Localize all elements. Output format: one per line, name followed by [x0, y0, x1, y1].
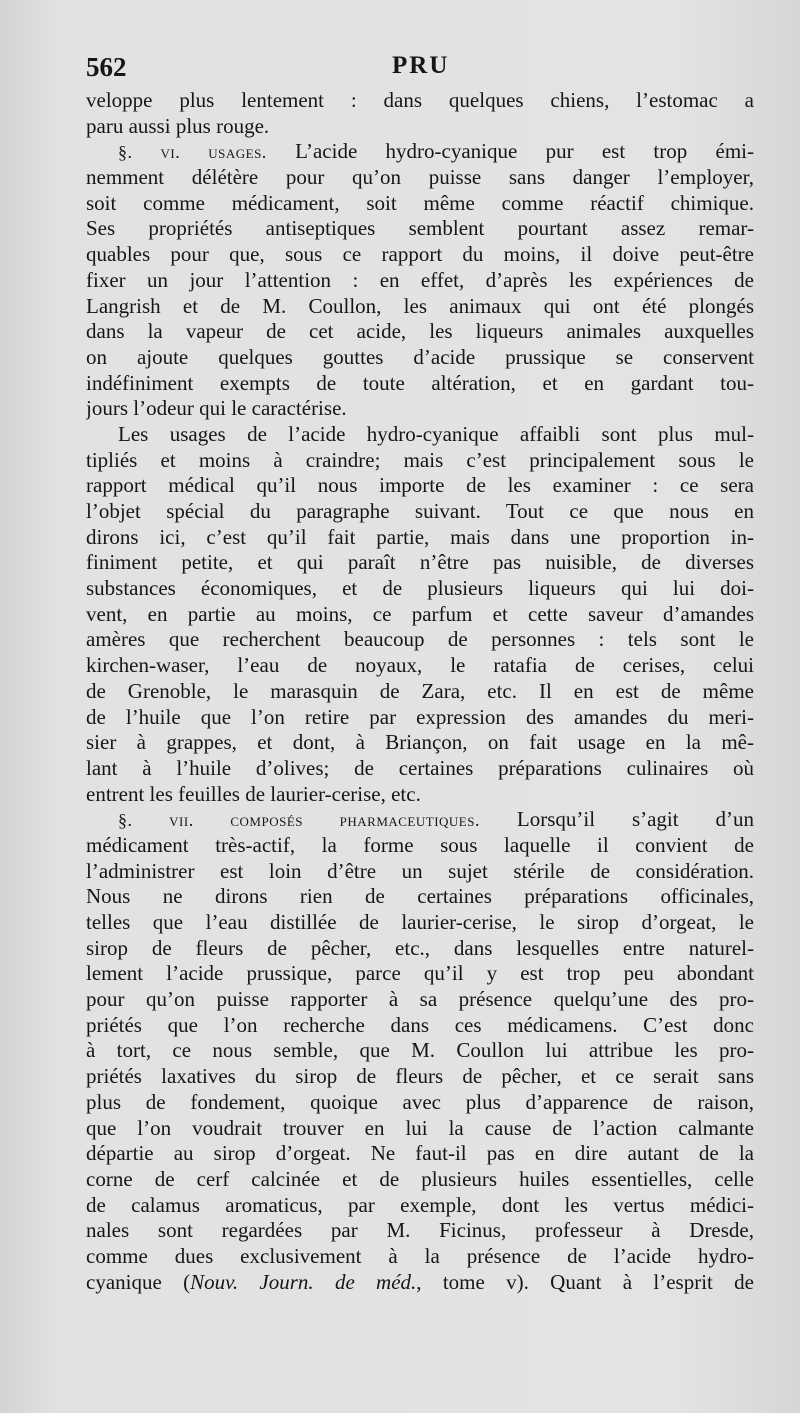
text-line: rapport médical qu’il nous importe de les examiner : ce sera: [86, 473, 754, 498]
text-line: à tort, ce nous semble, que M. Coullon lui attribue les pro-: [86, 1038, 754, 1063]
text-segment: Lorsqu’il s’agit d’un: [516, 807, 754, 832]
text-line: fixer un jour l’attention : en effet, d’après les expériences de: [86, 267, 754, 292]
text-line: pour qu’on puisse rapporter à sa présence quelqu’une des pro-: [86, 987, 754, 1012]
text-line: telles que l’eau distillée de laurier-cerise, le sirop d’orgeat, le: [86, 910, 754, 934]
text-line: dirons ici, c’est qu’il fait partie, mais dans une proportion in-: [86, 524, 754, 549]
text-line: nemment délétère pour qu’on puisse sans danger l’employer,: [86, 165, 754, 190]
text-line: l’administrer est loin d’être un sujet stérile de considération.: [86, 858, 754, 883]
text-line: que l’on voudrait trouver en lui la cause de l’action calmante: [86, 1115, 754, 1140]
section-heading-line: [86, 807, 754, 833]
text-line: sier à grappes, et dont, à Briançon, on fait usage en la mê-: [86, 730, 754, 755]
text-line: jours l’odeur qui le caractérise.: [86, 396, 347, 421]
text-segment: cyanique (: [86, 1269, 191, 1294]
text-line: substances économiques, et de plusieurs liqueurs qui lui doi-: [86, 576, 754, 601]
text-line: paru aussi plus rouge.: [86, 113, 270, 138]
text-line: médicament très-actif, la forme sous laquelle il convient de: [86, 832, 754, 857]
text-line: dans la vapeur de cet acide, les liqueurs animales auxquelles: [86, 319, 754, 344]
text-line: corne de cerf calcinée et de plusieurs huiles essentielles, celle: [86, 1166, 754, 1191]
text-line: indéfiniment exempts de toute altération, et en gardant tou-: [86, 370, 754, 395]
text-line: de l’huile que l’on retire par expression des amandes du meri-: [86, 704, 754, 729]
text-line: entrent les feuilles de laurier-cerise, etc.: [86, 781, 421, 806]
text-line: Ses propriétés antiseptiques semblent pourtant assez remar-: [86, 216, 754, 241]
text-line: de calamus aromaticus, par exemple, dont les vertus médici-: [86, 1192, 754, 1217]
text-line: finiment petite, et qui paraît n’être pas nuisible, de diverses: [86, 550, 754, 575]
text-line: départie au sirop d’orgeat. Ne faut-il pas en dire autant de la: [86, 1141, 754, 1166]
text-line: soit comme médicament, soit même comme réactif chimique.: [86, 190, 754, 215]
text-segment: L’acide hydro-cyanique pur est trop émi-: [295, 139, 754, 164]
text-line: lement l’acide prussique, parce qu’il y est trop peu abondant: [86, 961, 754, 986]
text-line: l’objet spécial du paragraphe suivant. Tout ce que nous en: [86, 499, 754, 523]
text-line: quables pour que, sous ce rapport du moins, il doive peut-être: [86, 242, 754, 267]
page-number: 562: [86, 52, 127, 82]
text-line: tipliés et moins à craindre; mais c’est principalement sous le: [86, 447, 754, 472]
text-line: priétés que l’on recherche dans ces médicamens. C’est donc: [86, 1012, 754, 1037]
text-line: priétés laxatives du sirop de fleurs de pêcher, et ce serait sans: [86, 1064, 754, 1089]
text-line: Les usages de l’acide hydro-cyanique affaibli sont plus mul-: [118, 421, 754, 446]
text-line: amères que recherchent beaucoup de personnes : tels sont le: [86, 627, 754, 652]
section-marker: §. vii. composés pharmaceutiques.: [118, 810, 480, 831]
page-header: [86, 52, 754, 88]
text-line: nales sont regardées par M. Ficinus, professeur à Dresde,: [86, 1218, 754, 1243]
text-line: plus de fondement, quoique avec plus d’apparence de raison,: [86, 1089, 754, 1114]
body-text: [86, 88, 754, 1295]
text-line: lant à l’huile d’olives; de certaines préparations culinaires où: [86, 755, 754, 780]
text-line: vent, en partie au moins, ce parfum et cette saveur d’amandes: [86, 601, 754, 626]
running-head: PRU: [392, 52, 450, 79]
section-heading-line: [86, 139, 754, 165]
text-line: Langrish et de M. Coullon, les animaux qui ont été plongés: [86, 293, 754, 318]
citation: Nouv. Journ. de méd.: [190, 1269, 417, 1294]
text-line: comme dues exclusivement à la présence de l’acide hydro-: [86, 1243, 754, 1268]
final-text-line: [86, 1270, 754, 1296]
text-line: on ajoute quelques gouttes d’acide prussique se conservent: [86, 344, 754, 369]
text-segment: , tome v). Quant à l’esprit de: [416, 1269, 754, 1294]
text-line: veloppe plus lentement : dans quelques chiens, l’estomac a: [86, 88, 754, 112]
section-marker: §. vi. usages.: [118, 142, 267, 163]
text-line: Nous ne dirons rien de certaines préparations officinales,: [86, 884, 754, 909]
text-line: de Grenoble, le marasquin de Zara, etc. Il en est de même: [86, 678, 754, 703]
text-line: sirop de fleurs de pêcher, etc., dans lesquelles entre naturel-: [86, 935, 754, 960]
text-line: kirchen-waser, l’eau de noyaux, le ratafia de cerises, celui: [86, 653, 754, 678]
